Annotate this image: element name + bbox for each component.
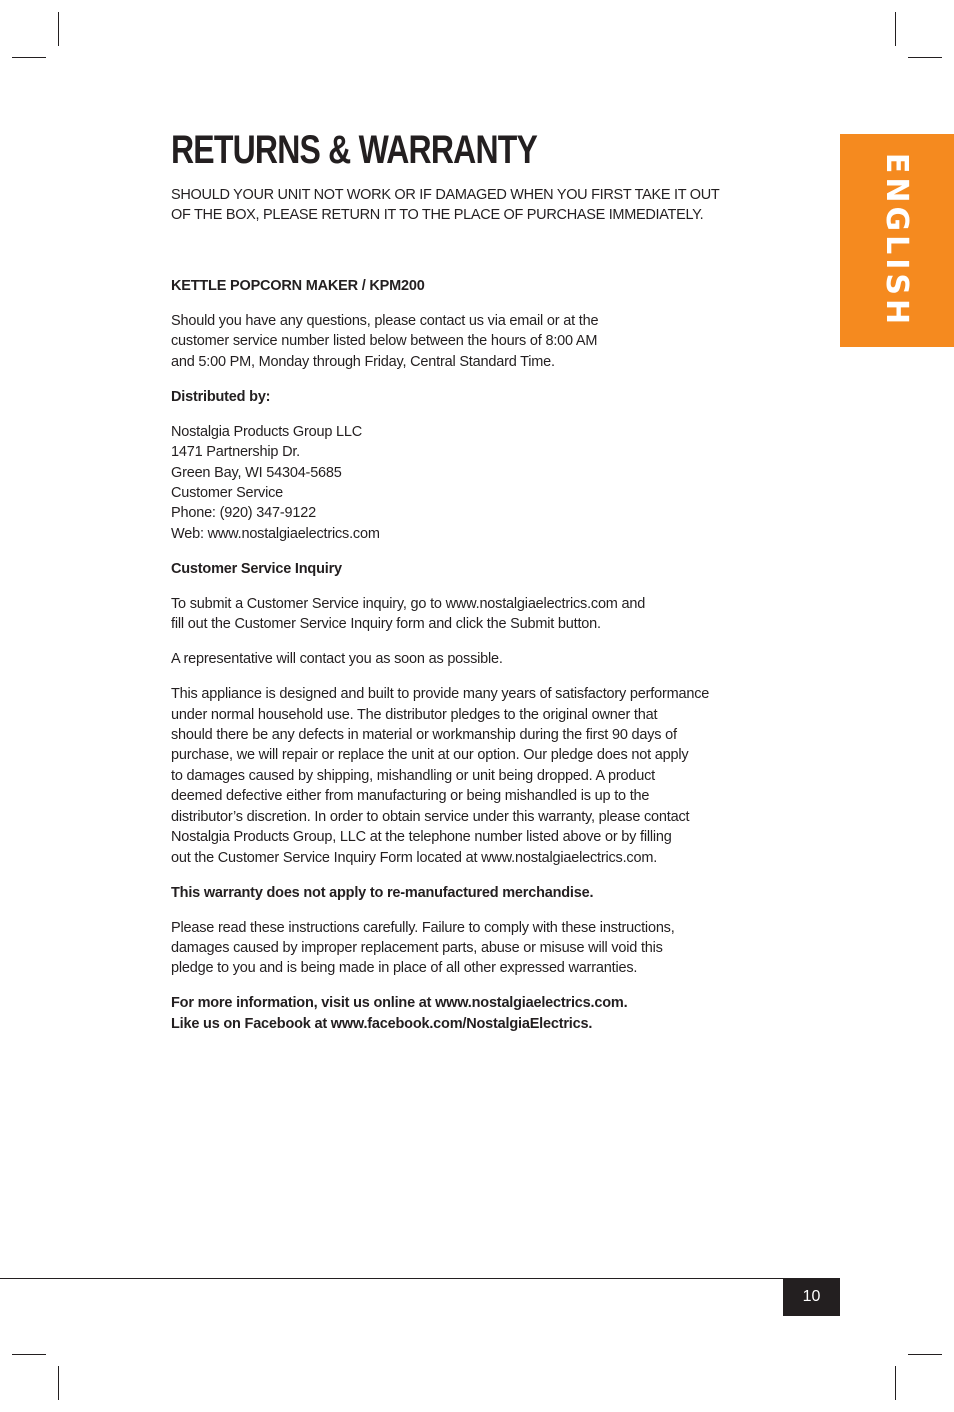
text-line: Nostalgia Products Group, LLC at the telephone number listed above or by filling [171, 829, 672, 846]
distributed-heading: Distributed by: [171, 388, 271, 405]
warranty-content [171, 276, 791, 1049]
page-number-text: 10 [802, 1288, 821, 1305]
text-line: out the Customer Service Inquiry Form located at www.nostalgiaelectrics.com. [171, 849, 658, 866]
inquiry-heading: Customer Service Inquiry [171, 560, 342, 577]
crop-mark [895, 12, 896, 46]
remanufactured-note: This warranty does not apply to re-manufactured merchandise. [171, 884, 594, 901]
text-line: under normal household use. The distributor pledges to the original owner that [171, 706, 658, 723]
language-tab-label: ENGLISH [879, 152, 915, 329]
address-block [171, 422, 791, 544]
intro-line: OF THE BOX, PLEASE RETURN IT TO THE PLACE OF PURCHASE IMMEDIATELY. [171, 207, 704, 223]
text-line: to damages caused by shipping, mishandling or unit being dropped. A product [171, 767, 655, 784]
text-line: pledge to you and is being made in place of all other expressed warranties. [171, 960, 638, 977]
contact-paragraph [171, 311, 791, 372]
text-line: damages caused by improper replacement parts, abuse or misuse will void this [171, 939, 663, 956]
text-line: To submit a Customer Service inquiry, go to www.nostalgiaelectrics.com and [171, 595, 646, 612]
text-line: customer service number listed below between the hours of 8:00 AM [171, 333, 598, 350]
text-line: and 5:00 PM, Monday through Friday, Central Standard Time. [171, 353, 555, 370]
text-line: Please read these instructions carefully. Failure to comply with these instructions, [171, 919, 675, 936]
text-line: deemed defective either from manufacturing or being mishandled is up to the [171, 788, 650, 805]
text-line: Should you have any questions, please contact us via email or at the [171, 313, 599, 329]
text-line: should there be any defects in material or workmanship during the first 90 days of [171, 727, 677, 744]
instructions-paragraph [171, 918, 791, 979]
intro-notice [171, 185, 771, 225]
more-info-line: Like us on Facebook at www.facebook.com/NostalgiaElectrics. [171, 1015, 593, 1032]
page-title: RETURNS & WARRANTY [171, 128, 538, 172]
crop-mark [58, 12, 59, 46]
crop-mark [58, 1366, 59, 1400]
page-number [783, 1278, 840, 1316]
crop-mark [12, 1354, 46, 1355]
more-info [171, 993, 791, 1034]
representative-paragraph: A representative will contact you as soon as possible. [171, 651, 503, 668]
inquiry-paragraph [171, 594, 791, 635]
address-line: Customer Service [171, 485, 284, 502]
crop-mark [908, 57, 942, 58]
crop-mark [908, 1354, 942, 1355]
language-tab [840, 134, 954, 347]
more-info-line: For more information, visit us online at www.nostalgiaelectrics.com. [171, 995, 628, 1012]
text-line: purchase, we will repair or replace the unit at our option. Our pledge does not apply [171, 747, 689, 764]
product-heading: KETTLE POPCORN MAKER / KPM200 [171, 278, 425, 294]
address-line: Phone: (920) 347-9122 [171, 505, 316, 522]
text-line: This appliance is designed and built to provide many years of satisfactory performance [171, 686, 710, 703]
crop-mark [895, 1366, 896, 1400]
address-line: Nostalgia Products Group LLC [171, 423, 363, 440]
intro-line: SHOULD YOUR UNIT NOT WORK OR IF DAMAGED WHEN YOU FIRST TAKE IT OUT [171, 187, 720, 203]
text-line: distributor’s discretion. In order to obtain service under this warranty, please contact [171, 808, 690, 825]
warranty-paragraph [171, 684, 791, 868]
text-line: fill out the Customer Service Inquiry form and click the Submit button. [171, 616, 601, 633]
crop-mark [12, 57, 46, 58]
address-line: 1471 Partnership Dr. [171, 444, 300, 461]
address-line: Green Bay, WI 54304-5685 [171, 464, 342, 481]
address-line: Web: www.nostalgiaelectrics.com [171, 525, 380, 542]
footer-divider [0, 1278, 840, 1279]
